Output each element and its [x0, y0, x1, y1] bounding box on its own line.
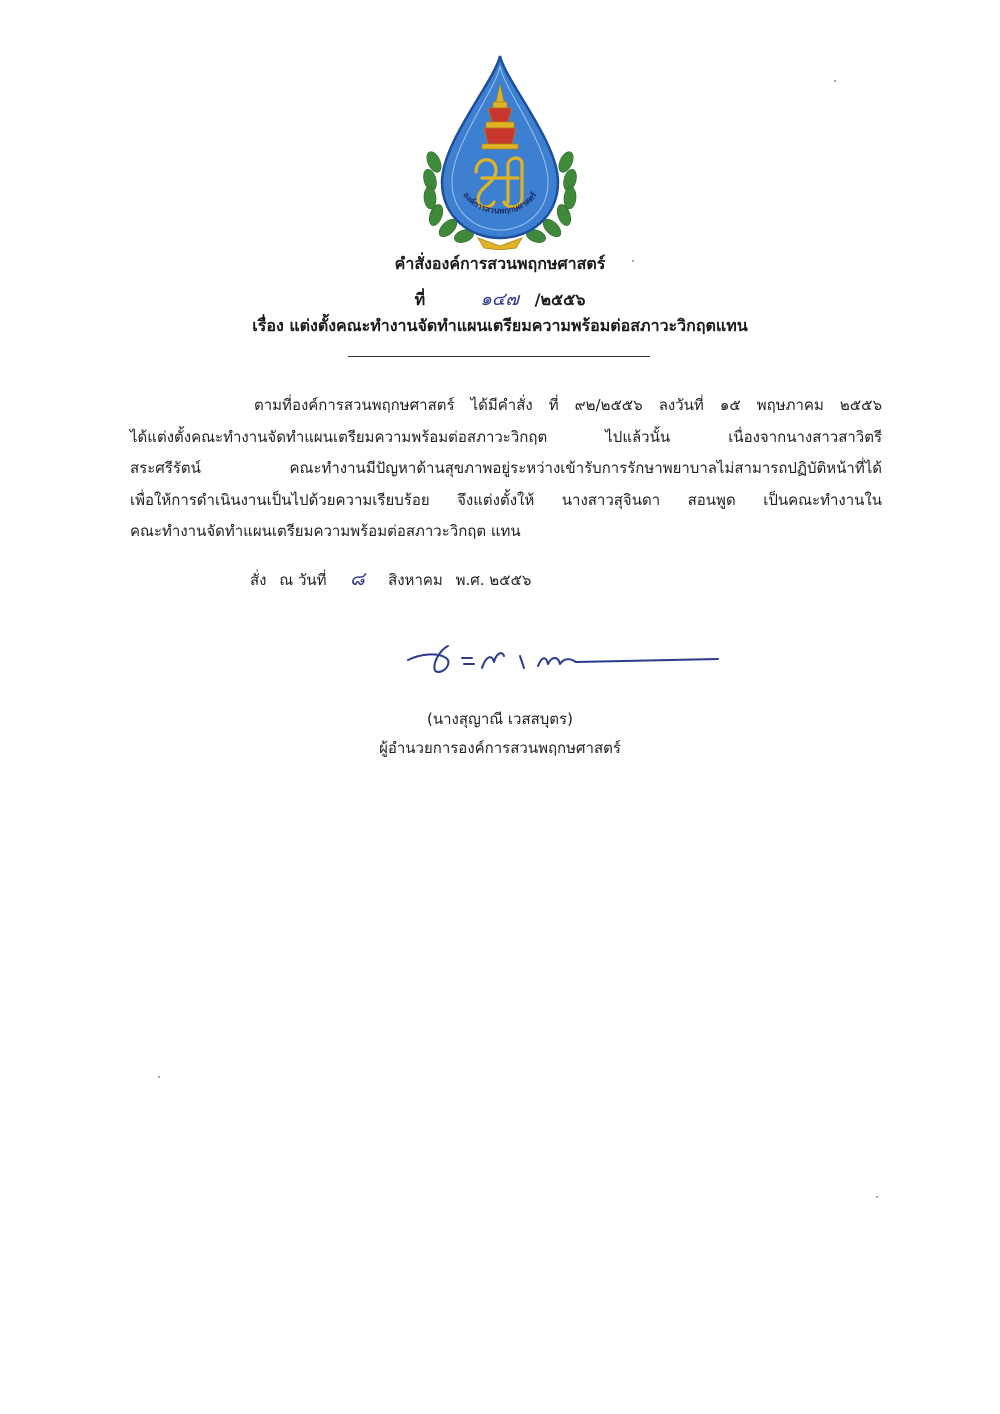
document-subject: เรื่อง แต่งตั้งคณะทำงานจัดทำแผนเตรียมความพร้อมต่อสภาวะวิกฤตแทน — [252, 316, 748, 335]
order-number-year: /๒๕๕๖ — [534, 290, 586, 309]
organization-logo-icon — [420, 52, 580, 250]
order-day: ๘ — [349, 568, 365, 590]
body-line: เพื่อให้การดำเนินงานเป็นไปด้วยความเรียบร้อย จึงแต่งตั้งให้ นางสาวสุจินดา สอนพูด เป็นคณะทำงานใน — [130, 490, 882, 509]
order-number-value: ๑๔๗ — [480, 289, 519, 310]
handwritten-signature-icon — [400, 632, 730, 682]
body-line: ตามที่องค์การสวนพฤกษศาสตร์ ได้มีคำสั่ง ที่ ๙๒/๒๕๕๖ ลงวันที่ ๑๕ พฤษภาคม ๒๕๕๖ — [254, 396, 882, 414]
scan-speck — [158, 1076, 160, 1078]
heading-divider — [348, 356, 650, 357]
order-number-label: ที่ — [414, 290, 426, 309]
order-date-line — [250, 564, 539, 594]
body-paragraph — [130, 390, 882, 548]
scan-speck — [834, 80, 836, 82]
order-number-line — [0, 284, 1000, 313]
signer-position: ผู้อำนวยการองค์การสวนพฤกษศาสตร์ — [379, 739, 621, 757]
logo-arc-text: องค์การสวนพฤกษศาสตร์ — [461, 190, 539, 216]
signer-name: (นางสุญาณี เวสสบุตร) — [427, 710, 573, 728]
order-year: พ.ศ. ๒๕๕๖ — [455, 571, 532, 589]
body-line: สระศรีรัตน์ คณะทำงานมีปัญหาด้านสุขภาพอยู่ระหว่างเข้ารับการรักษาพยาบาลไม่สามารถปฏิบัติหน้าที่ได้ — [130, 459, 882, 477]
scan-speck — [632, 260, 634, 262]
order-month: สิงหาคม — [388, 571, 443, 589]
scan-speck — [876, 1196, 878, 1198]
at-date-label: ณ วันที่ — [279, 571, 327, 589]
body-line: คณะทำงานจัดทำแผนเตรียมความพร้อมต่อสภาวะวิกฤต แทน — [130, 522, 521, 540]
document-title: คำสั่งองค์การสวนพฤกษศาสตร์ — [394, 254, 606, 273]
order-label: สั่ง — [250, 571, 267, 589]
body-line: ได้แต่งตั้งคณะทำงานจัดทำแผนเตรียมความพร้อมต่อสภาวะวิกฤต ไปแล้วนั้น เนื่องจากนางสาวสาวิตรี — [130, 427, 882, 446]
